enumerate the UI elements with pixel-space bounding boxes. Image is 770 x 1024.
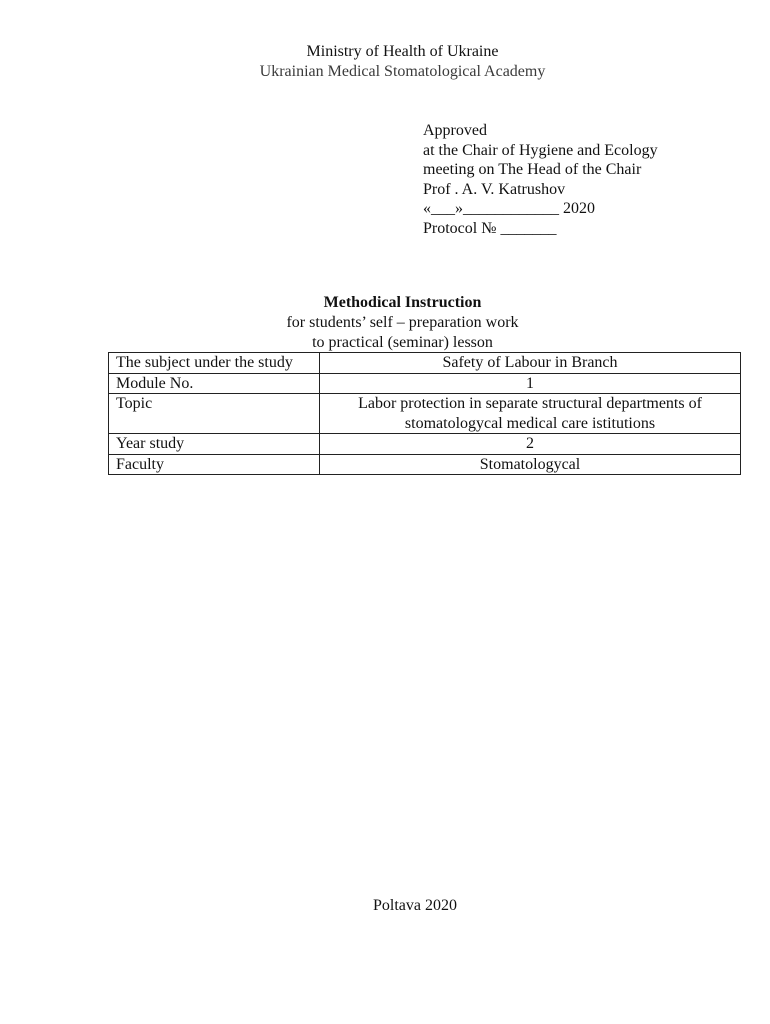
document-subtitle: to practical (seminar) lesson [312, 334, 493, 351]
document-title: Methodical Instruction [323, 294, 482, 311]
table-cell-value: 1 [320, 373, 741, 394]
table-cell-value: Stomatologycal [320, 454, 741, 475]
table-row [109, 434, 741, 455]
table-cell-value: Safety of Labour in Branch [320, 353, 741, 374]
table-cell-label: Topic [109, 394, 320, 434]
info-table [108, 352, 741, 475]
document-footer: Poltava 2020 [373, 897, 457, 914]
table-row [109, 353, 741, 374]
table-cell-label: The subject under the study [109, 353, 320, 374]
table-row [109, 394, 741, 434]
approval-line: at the Chair of Hygiene and Ecology [423, 141, 658, 159]
approval-line: Prof . A. V. Katrushov [423, 180, 566, 198]
table-cell-value: 2 [320, 434, 741, 455]
approval-date-line: «___»____________ 2020 [423, 200, 595, 217]
title-block [0, 293, 770, 353]
table-cell-label: Year study [109, 434, 320, 455]
document-header [0, 42, 770, 82]
approval-protocol-line: Protocol № _______ [423, 219, 557, 237]
document-subtitle: for students’ self – preparation work [286, 314, 519, 331]
table-cell-label: Faculty [109, 454, 320, 475]
approval-line: Approved [423, 122, 487, 139]
table-cell-value: Labor protection in separate structural departments of stomatologycal medical care istitutions [320, 394, 741, 434]
academy-name: Ukrainian Medical Stomatological Academy [259, 63, 546, 80]
table-row [109, 373, 741, 394]
table-cell-label: Module No. [109, 373, 320, 394]
approval-line: meeting on The Head of the Chair [423, 161, 642, 178]
table-row [109, 454, 741, 475]
ministry-name: Ministry of Health of Ukraine [306, 43, 499, 60]
approval-block [423, 121, 658, 238]
